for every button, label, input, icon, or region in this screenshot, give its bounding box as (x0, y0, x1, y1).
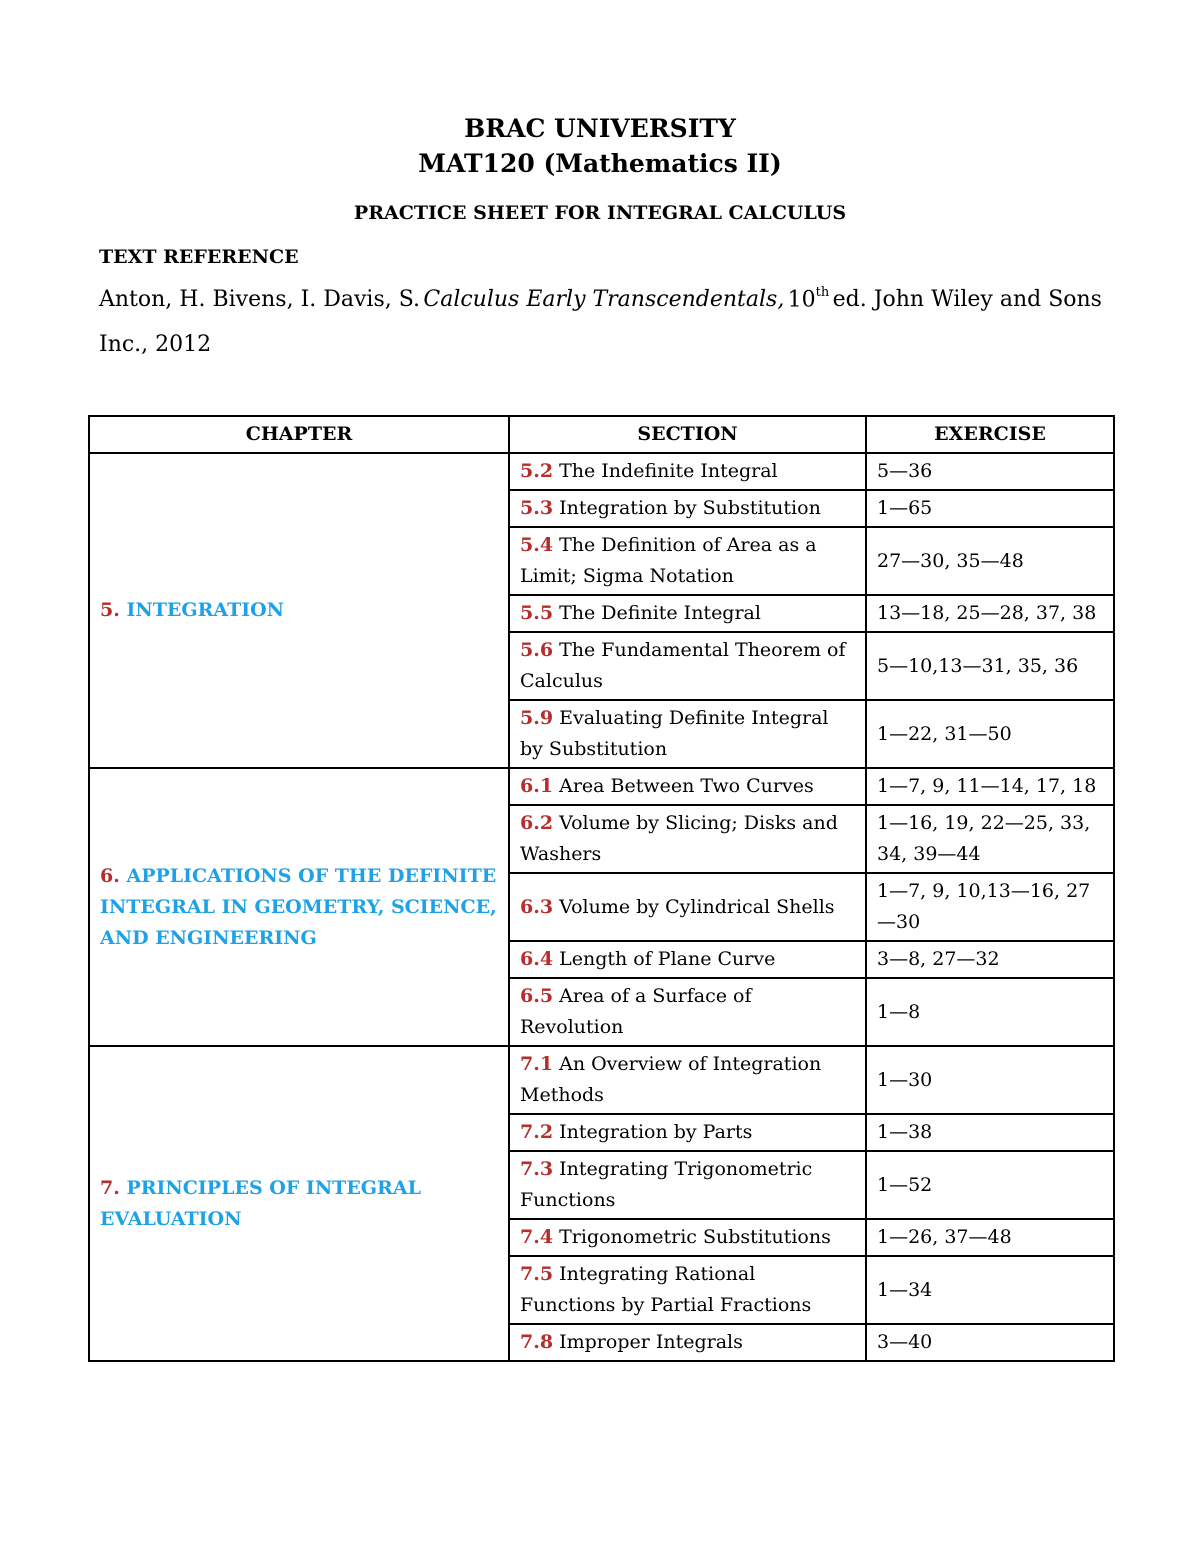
column-header-section: SECTION (509, 416, 866, 453)
chapter-cell (89, 768, 509, 1046)
section-name: The Indefinite Integral (559, 460, 778, 482)
section-name: The Definition of Area as a Limit; Sigma Notation (520, 534, 817, 587)
section-cell (509, 1046, 866, 1114)
section-number: 6.3 (520, 895, 554, 918)
section-name: Integrating Rational Functions by Partial Fractions (520, 1263, 812, 1316)
exercise-cell: 1—30 (866, 1046, 1114, 1114)
section-name: Area of a Surface of Revolution (520, 985, 752, 1038)
section-cell (509, 768, 866, 805)
column-header-chapter: CHAPTER (89, 416, 509, 453)
section-cell (509, 1151, 866, 1219)
exercise-table (88, 415, 1115, 1362)
exercise-cell: 1—38 (866, 1114, 1114, 1151)
sheet-title: PRACTICE SHEET FOR INTEGRAL CALCULUS (353, 202, 847, 224)
chapter-cell (89, 453, 509, 768)
section-cell (509, 700, 866, 768)
section-number: 6.1 (520, 775, 554, 797)
exercise-cell: 1—16, 19, 22—25, 33, 34, 39—44 (866, 805, 1114, 873)
exercise-cell: 27—30, 35—48 (866, 527, 1114, 595)
section-number: 5.5 (520, 602, 554, 624)
section-name: The Definite Integral (559, 602, 761, 624)
exercise-cell: 1—26, 37—48 (866, 1219, 1114, 1256)
chapter-title: APPLICATIONS OF THE DEFINITE INTEGRAL IN GEOMETRY, SCIENCE, AND ENGINEERING (100, 864, 497, 949)
section-cell (509, 805, 866, 873)
course-title: MAT120 (Mathematics II) (418, 149, 782, 178)
section-cell (509, 527, 866, 595)
chapter-number: 6. (100, 864, 120, 887)
section-name: Evaluating Definite Integral by Substitution (520, 707, 829, 760)
reference-citation-line1 (99, 287, 1102, 312)
chapter-title: INTEGRATION (126, 599, 285, 621)
section-cell (509, 1256, 866, 1324)
section-name: An Overview of Integration Methods (520, 1053, 822, 1106)
section-cell (509, 595, 866, 632)
section-cell (509, 978, 866, 1046)
section-name: Integration by Parts (559, 1121, 753, 1143)
chapter-cell (89, 1046, 509, 1361)
section-number: 6.2 (520, 812, 554, 834)
section-cell (509, 453, 866, 490)
section-number: 5.6 (520, 639, 554, 661)
section-number: 6.4 (520, 948, 554, 970)
section-name: Integration by Substitution (559, 497, 821, 519)
reference-edition-rest: ed. John Wiley and Sons (832, 287, 1102, 312)
exercise-cell: 1—34 (866, 1256, 1114, 1324)
reference-book-title: Calculus Early Transcendentals, (423, 287, 785, 312)
reference-citation-line2: Inc., 2012 (99, 332, 212, 357)
reference-edition: 10th (787, 285, 830, 313)
section-name: Improper Integrals (559, 1331, 743, 1353)
section-name: Integrating Trigonometric Functions (520, 1158, 813, 1211)
section-number: 6.5 (520, 985, 554, 1007)
section-cell (509, 1219, 866, 1256)
table-row (89, 453, 1114, 490)
section-name: Area Between Two Curves (559, 775, 814, 797)
section-number: 7.4 (520, 1226, 554, 1248)
exercise-cell: 3—40 (866, 1324, 1114, 1361)
section-name: Trigonometric Substitutions (559, 1226, 831, 1248)
exercise-cell: 5—10,13—31, 35, 36 (866, 632, 1114, 700)
chapter-title: PRINCIPLES OF INTEGRAL EVALUATION (100, 1176, 421, 1230)
section-cell (509, 1324, 866, 1361)
column-header-exercise: EXERCISE (866, 416, 1114, 453)
table-header-row (89, 416, 1114, 453)
section-number: 5.4 (520, 534, 554, 556)
university-title: BRAC UNIVERSITY (464, 114, 736, 143)
table-row (89, 1046, 1114, 1114)
reference-authors: Anton, H. Bivens, I. Davis, S. (99, 287, 421, 312)
section-name: Volume by Slicing; Disks and Washers (520, 812, 838, 865)
exercise-cell: 13—18, 25—28, 37, 38 (866, 595, 1114, 632)
section-number: 7.1 (520, 1053, 554, 1075)
exercise-cell: 1—7, 9, 11—14, 17, 18 (866, 768, 1114, 805)
table-row (89, 768, 1114, 805)
section-number: 7.8 (520, 1331, 554, 1353)
reference-heading: TEXT REFERENCE (99, 246, 299, 268)
section-number: 5.3 (520, 497, 554, 519)
exercise-cell: 1—52 (866, 1151, 1114, 1219)
chapter-number: 5. (100, 599, 120, 621)
exercise-cell: 3—8, 27—32 (866, 941, 1114, 978)
exercise-cell: 1—7, 9, 10,13—16, 27—30 (866, 873, 1114, 941)
section-cell (509, 1114, 866, 1151)
section-name: Length of Plane Curve (559, 948, 776, 970)
chapter-number: 7. (100, 1176, 120, 1199)
section-name: Volume by Cylindrical Shells (559, 895, 835, 918)
section-number: 7.3 (520, 1158, 554, 1180)
section-cell (509, 941, 866, 978)
section-cell (509, 632, 866, 700)
exercise-cell: 1—65 (866, 490, 1114, 527)
section-cell (509, 873, 866, 941)
exercise-cell: 5—36 (866, 453, 1114, 490)
section-cell (509, 490, 866, 527)
section-number: 5.2 (520, 460, 554, 482)
section-number: 5.9 (520, 707, 554, 729)
section-number: 7.5 (520, 1263, 554, 1285)
section-name: The Fundamental Theorem of Calculus (520, 639, 846, 692)
section-number: 7.2 (520, 1121, 554, 1143)
exercise-cell: 1—22, 31—50 (866, 700, 1114, 768)
exercise-cell: 1—8 (866, 978, 1114, 1046)
